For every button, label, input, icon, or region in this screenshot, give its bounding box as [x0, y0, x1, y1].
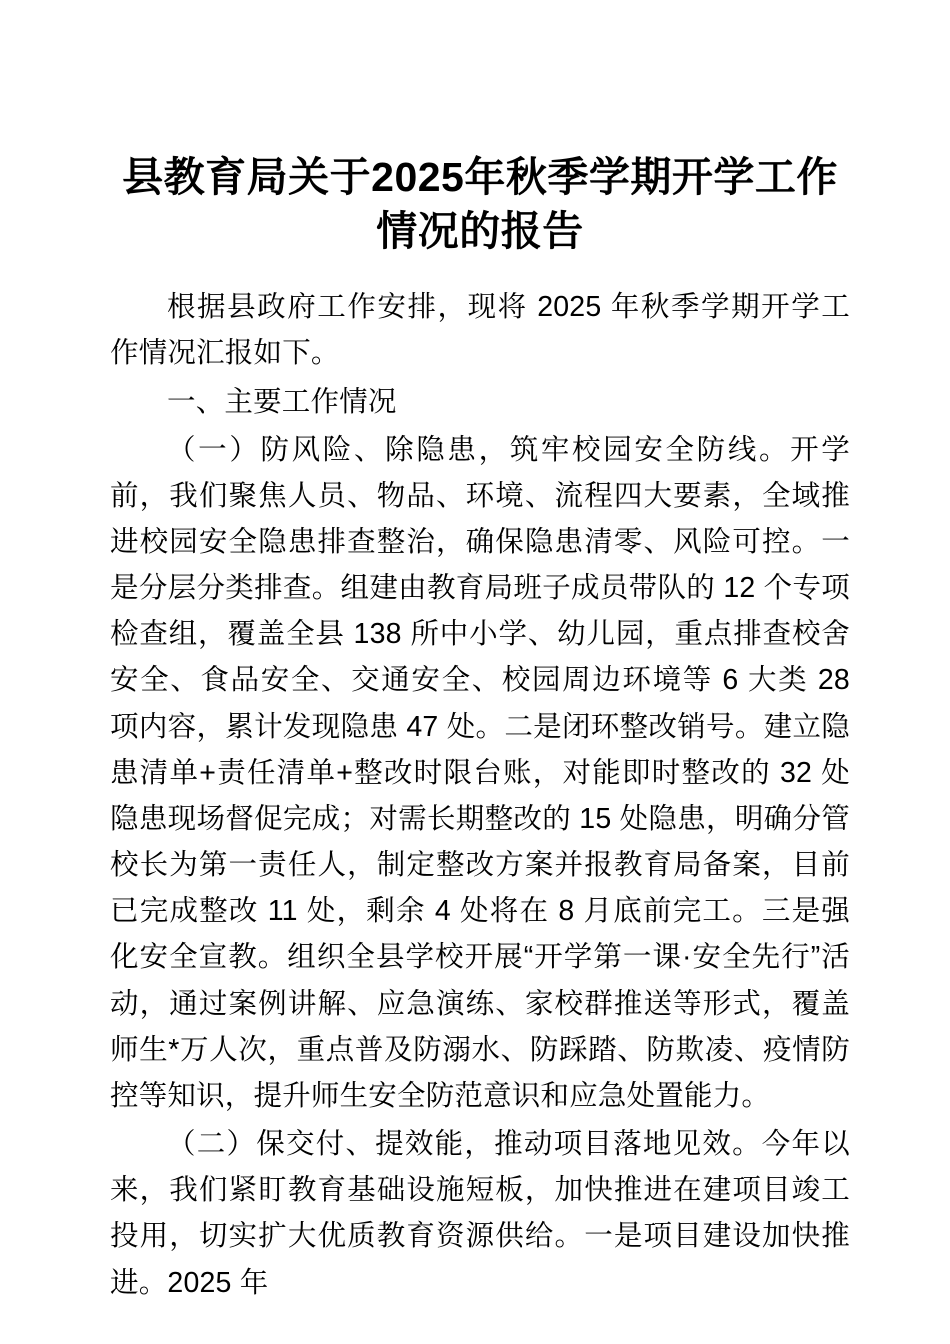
- paragraph-subsection-1: （一）防风险、除隐患，筑牢校园安全防线。开学前，我们聚焦人员、物品、环境、流程四大要素，全域推进校园安全隐患排查整治，确保隐患清零、风险可控。一是分层分类排查。组建由教育局班子成员带队的 12 个专项检查组，覆盖全县 138 所中小学、幼儿园，重点排查校舍安全、食品安全、交通安全、校园周边环境等 6 大类 28 项内容，累计发现隐患 47 处。二是闭环整改销号。建立隐患清单+责任清单+整改时限台账，对能即时整改的 32 处隐患现场督促完成；对需长期整改的 15 处隐患，明确分管校长为第一责任人，制定整改方案并报教育局备案，目前已完成整改 11 处，剩余 4 处将在 8 月底前完工。三是强化安全宣教。组织全县学校开展“开学第一课·安全先行”活动，通过案例讲解、应急演练、家校群推送等形式，覆盖师生*万人次，重点普及防溺水、防踩踏、防欺凌、疫情防控等知识，提升师生安全防范意识和应急处置能力。: [110, 433, 850, 1112]
- paragraph-intro: 根据县政府工作安排，现将 2025 年秋季学期开学工作情况汇报如下。: [110, 291, 850, 370]
- paragraph-section-heading-1: 一、主要工作情况: [167, 385, 397, 418]
- paragraph-subsection-2: （二）保交付、提效能，推动项目落地见效。今年以来，我们紧盯教育基础设施短板，加快推进在建项目竣工投用，切实扩大优质教育资源供给。一是项目建设加快推进。2025 年: [110, 1128, 850, 1299]
- page-title: 县教育局关于2025年秋季学期开学工作情况的报告: [122, 154, 838, 255]
